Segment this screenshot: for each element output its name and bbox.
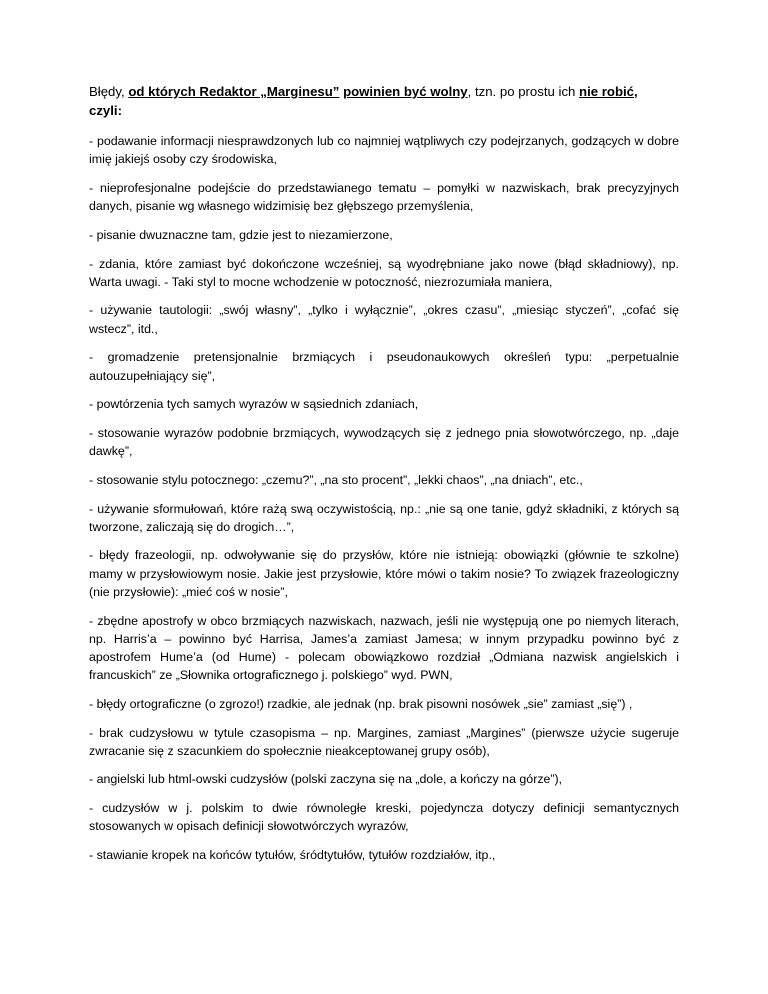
- list-item: - używanie tautologii: „swój własny”, „tylko i wyłącznie”, „okres czasu”, „miesiąc styczeń”, „cofać się wstecz”, itd.,: [89, 303, 679, 336]
- list-item: - angielski lub html-owski cudzysłów (polski zaczyna się na „dole, a kończy na górze”),: [89, 772, 563, 787]
- list-item: - błędy ortograficzne (o zgrozo!) rzadkie, ale jednak (np. brak pisowni nosówek „sie” zamiast „się”) ,: [89, 696, 633, 711]
- list-item: - stawianie kropek na końców tytułów, śródtytułów, tytułów rozdziałów, itp.,: [89, 848, 496, 863]
- document-body: [89, 83, 679, 875]
- list-item: - pisanie dwuznaczne tam, gdzie jest to niezamierzone,: [89, 227, 393, 242]
- heading-prefix: Błędy,: [89, 84, 129, 99]
- heading-middle: , tzn. po prostu ich: [467, 84, 580, 99]
- list-item: - zbędne apostrofy w obco brzmiących nazwiskach, nazwach, jeśli nie występują one po niemych literach, np. Harris’a – powinno być Harrisa, James’a zamiast Jamesa; w innym przypadku powinno być z apostrofem Hume’a (od Hume) - polecam obowiązkowo rozdział „Odmiana nazwisk angielskich i francuskich” ze „Słownika ortograficznego j. polskiego” wyd. PWN,: [89, 613, 679, 683]
- list-item: - zdania, które zamiast być dokończone wcześniej, są wyodrębniane jako nowe (błąd składniowy), np. Warta uwagi. - Taki styl to mocne wchodzenie w potoczność, niezrozumiała maniera,: [89, 256, 679, 289]
- list-item: - nieprofesjonalne podejście do przedstawianego tematu – pomyłki w nazwiskach, brak precyzyjnych danych, pisanie wg własnego widzimisię bez głębszego przemyślenia,: [89, 180, 679, 214]
- document-heading: Błędy, od których Redaktor „Marginesu” powinien być wolny, tzn. po prostu ich nie robić, czyli:: [89, 84, 638, 118]
- list-item: - stosowanie stylu potocznego: „czemu?”, „na sto procent”, „lekki chaos”, „na dniach”, etc.,: [89, 472, 583, 487]
- list-item: - powtórzenia tych samych wyrazów w sąsiednich zdaniach,: [89, 397, 419, 412]
- list-item: - brak cudzysłowu w tytule czasopisma – np. Margines, zamiast „Margines” (pierwsze użycie sugeruje zwracanie się z szacunkiem do społecznie nieakceptowanej grupy osób),: [89, 725, 679, 758]
- heading-underlined-3: nie robić: [579, 84, 635, 99]
- heading-underlined-1: od których Redaktor „Marginesu”: [128, 84, 340, 99]
- heading-underlined-2: powinien być wolny: [343, 84, 468, 99]
- heading-line2: czyli:: [89, 102, 122, 118]
- list-item: - błędy frazeologii, np. odwoływanie się do przysłów, które nie istnieją: obowiązki (głównie te szkolne) mamy w przysłowiowym nosie. Jakie jest przysłowie, które mówi o takim nosie? To związek frazeologiczny (nie przysłowie): „mieć coś w nosie”,: [89, 548, 679, 599]
- list-item: - używanie sformułowań, które rażą swą oczywistością, np.: „nie są one tanie, gdyż składniki, z których są tworzone, zaliczają się do drogich…”,: [89, 501, 679, 534]
- list-item: - cudzysłów w j. polskim to dwie równoległe kreski, pojedyncza dotyczy definicji semantycznych stosowanych w opisach definicji słowotwórczych wyrazów,: [89, 801, 679, 834]
- list-item: - stosowanie wyrazów podobnie brzmiących, wywodzących się z jednego pnia słowotwórczego, np. „daje dawkę”,: [89, 425, 679, 459]
- list-item: - podawanie informacji niesprawdzonych lub co najmniej wątpliwych czy podejrzanych, godzących w dobre imię jakiejś osoby czy środowiska,: [89, 134, 679, 167]
- list-item: - gromadzenie pretensjonalnie brzmiących i pseudonaukowych określeń typu: „perpetualnie autouzupełniający się”,: [89, 350, 679, 383]
